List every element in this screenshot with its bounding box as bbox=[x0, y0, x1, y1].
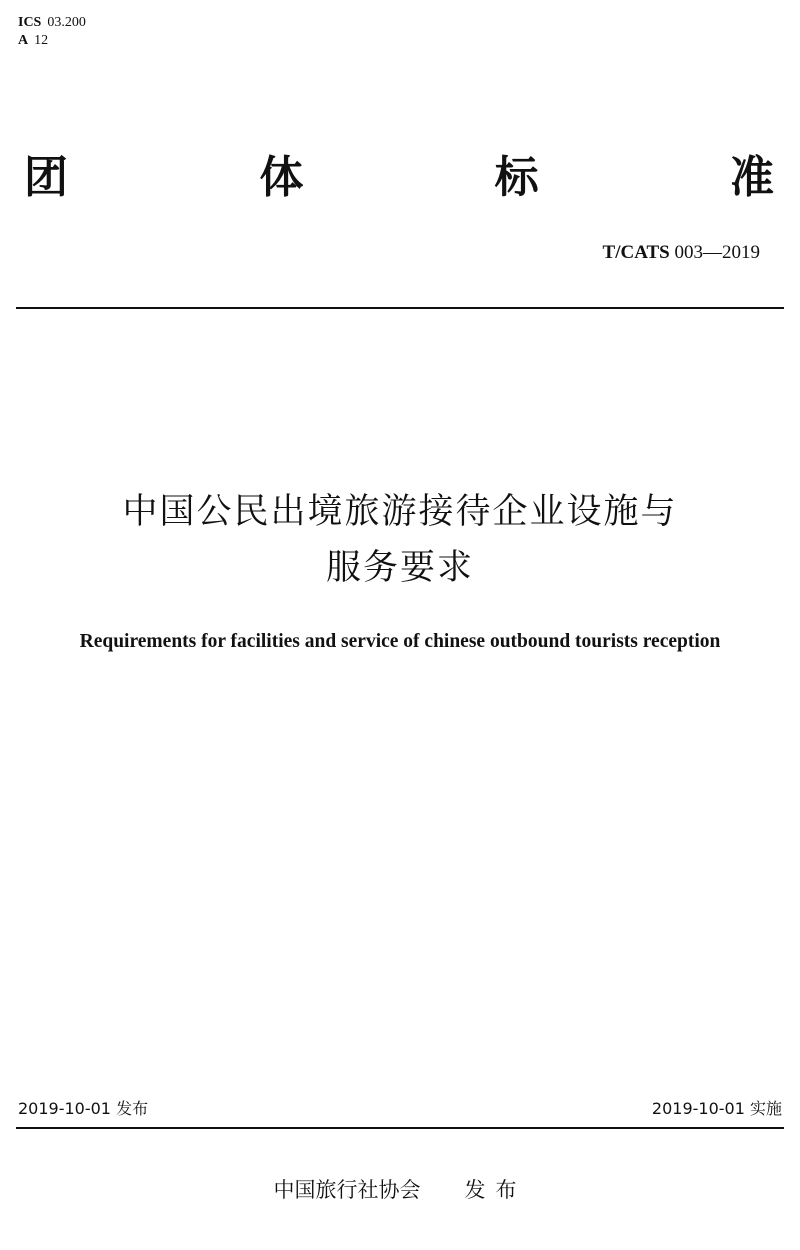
title-zh bbox=[0, 484, 800, 596]
title-en: Requirements for facilities and service of chinese outbound tourists reception bbox=[79, 631, 721, 652]
publisher-name: 中国旅行社协会 bbox=[273, 1178, 421, 1202]
standard-type-char: 准 bbox=[729, 152, 774, 203]
title-zh-line1: 中国公民出境旅游接待企业设施与 bbox=[122, 492, 678, 532]
standard-type-char: 团 bbox=[24, 152, 68, 203]
standard-number-prefix: T/CATS bbox=[602, 242, 670, 263]
ics-code bbox=[18, 14, 86, 32]
ccs-code bbox=[18, 32, 48, 50]
ccs-label: A bbox=[18, 33, 29, 48]
ccs-value: 12 bbox=[34, 33, 49, 48]
standard-type-char: 标 bbox=[494, 152, 539, 203]
standard-type-char: 体 bbox=[259, 152, 304, 203]
standard-number bbox=[603, 240, 760, 266]
ics-label: ICS bbox=[18, 15, 42, 30]
standard-type-heading bbox=[24, 148, 774, 208]
ics-value: 03.200 bbox=[47, 15, 86, 30]
standard-number-value: 003—2019 bbox=[674, 242, 760, 263]
title-zh-line2: 服务要求 bbox=[325, 548, 474, 588]
implement-date: 2019-10-01 实施 bbox=[651, 1099, 782, 1118]
publisher-line bbox=[0, 1174, 800, 1206]
header-divider bbox=[16, 307, 784, 309]
footer-divider bbox=[16, 1127, 784, 1129]
publish-date: 2019-10-01 发布 bbox=[18, 1099, 149, 1118]
publisher-action: 发布 bbox=[464, 1178, 527, 1202]
